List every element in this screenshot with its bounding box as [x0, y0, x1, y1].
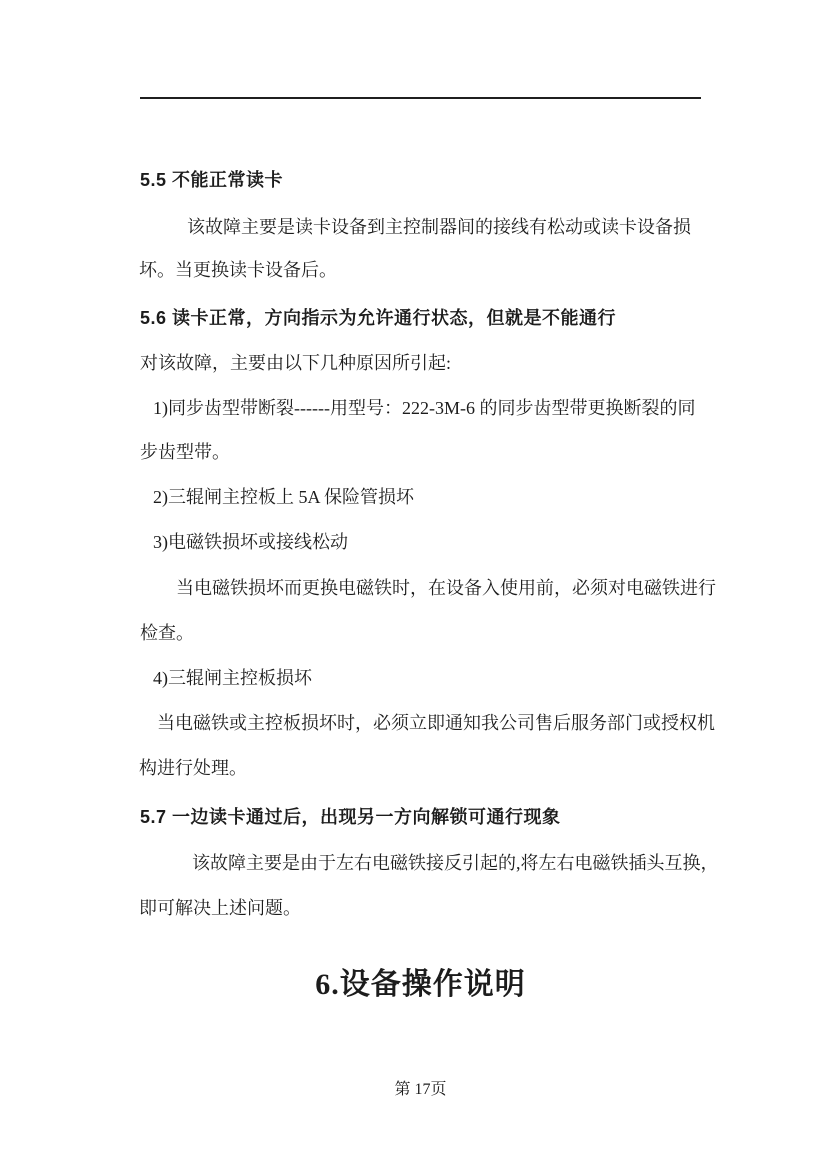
section-5-6-note-2-line-2: 构进行处理。: [139, 758, 247, 778]
section-5-7-paragraph-line-1: 该故障主要是由于左右电磁铁接反引起的,将左右电磁铁插头互换，: [192, 853, 719, 873]
section-5-6-note-1-line-2: 检查。: [140, 623, 194, 643]
section-5-6-item-1-line-2: 步齿型带。: [140, 442, 230, 462]
section-5-6-item-4: 4)三辊闸主控板损坏: [153, 668, 312, 688]
page-number: 第 17页: [394, 1081, 447, 1098]
section-5-6-item-3: 3)电磁铁损坏或接线松动: [153, 532, 348, 552]
section-5-6-note-2-line-1: 当电磁铁或主控板损坏时，必须立即通知我公司售后服务部门或授权机: [157, 713, 715, 733]
section-5-6-item-1-line-1: 1)同步齿型带断裂------用型号：222-3M-6 的同步齿型带更换断裂的同: [153, 398, 696, 418]
header-rule: [140, 97, 701, 99]
section-5-7-heading: 5.7 一边读卡通过后，出现另一方向解锁可通行现象: [140, 807, 561, 827]
section-5-6-item-2: 2)三辊闸主控板上 5A 保险管损坏: [153, 487, 414, 507]
section-5-7-paragraph-line-2: 即可解决上述问题。: [139, 898, 301, 918]
chapter-6-heading: 6.设备操作说明: [315, 968, 526, 1001]
section-5-6-intro: 对该故障，主要由以下几种原因所引起:: [140, 353, 451, 373]
section-5-5-heading: 5.5 不能正常读卡: [140, 170, 284, 190]
section-5-5-paragraph-line-2: 坏。当更换读卡设备后。: [139, 260, 337, 280]
section-5-5-paragraph-line-1: 该故障主要是读卡设备到主控制器间的接线有松动或读卡设备损: [187, 217, 691, 237]
section-5-6-note-1-line-1: 当电磁铁损坏而更换电磁铁时，在设备入使用前，必须对电磁铁进行: [176, 578, 716, 598]
section-5-6-heading: 5.6 读卡正常，方向指示为允许通行状态，但就是不能通行: [140, 308, 617, 328]
